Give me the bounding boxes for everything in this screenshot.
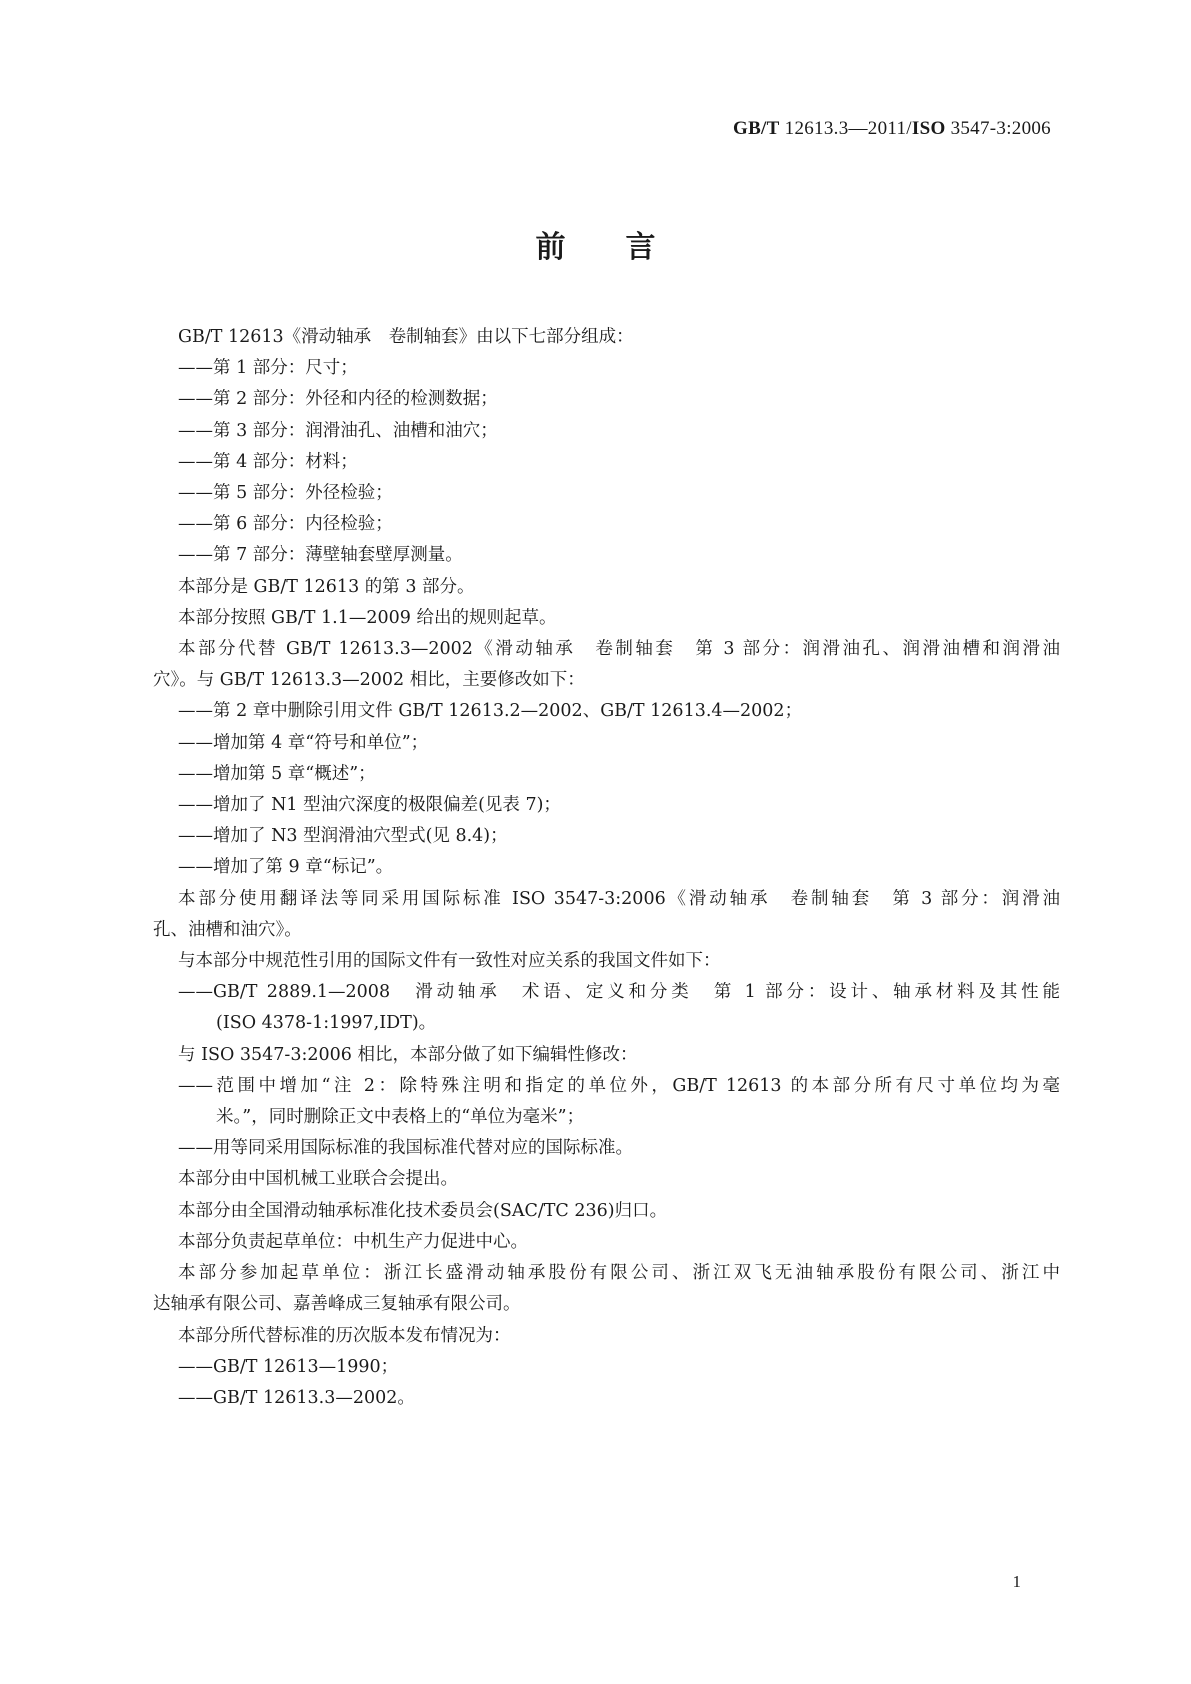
- history-list-item: ——GB/T 12613—1990；: [178, 1356, 399, 1377]
- history-list-item: ——GB/T 12613.3—2002。: [178, 1387, 415, 1408]
- edit-item-line1: ——范围中增加“注 2：除特殊注明和指定的单位外，GB/T 12613 的本部分所有尺寸单位均为毫: [178, 1075, 1060, 1096]
- change-list-item: ——增加了 N3 型润滑油穴型式(见 8.4)；: [178, 826, 508, 847]
- change-list-item: ——第 2 章中删除引用文件 GB/T 12613.2—2002、GB/T 12613.4—2002；: [178, 701, 803, 722]
- translate-paragraph-line2: 孔、油槽和油穴》。: [153, 919, 302, 940]
- history-paragraph: 本部分所代替标准的历次版本发布情况为：: [178, 1325, 511, 1346]
- correspondence-paragraph: 与本部分中规范性引用的国际文件有一致性对应关系的我国文件如下：: [178, 951, 721, 972]
- page-number: 1: [1012, 1572, 1021, 1591]
- intro-paragraph: GB/T 12613《滑动轴承 卷制轴套》由以下七部分组成：: [178, 327, 634, 347]
- part3-paragraph: 本部分是 GB/T 12613 的第 3 部分。: [178, 576, 475, 597]
- part-list-item: ——第 2 部分：外径和内径的检测数据；: [178, 389, 498, 410]
- change-list-item: ——增加第 5 章“概述”；: [178, 763, 376, 784]
- change-list-item: ——增加了 N1 型油穴深度的极限偏差(见表 7)；: [178, 795, 561, 816]
- part-list-item: ——第 4 部分：材料；: [178, 451, 358, 472]
- participants-paragraph-line2: 达轴承有限公司、嘉善峰成三复轴承有限公司。: [153, 1294, 521, 1315]
- header-gbt: GB/T: [733, 118, 780, 139]
- header-iso: ISO: [911, 118, 946, 139]
- drafter-paragraph: 本部分负责起草单位：中机生产力促进中心。: [178, 1231, 528, 1252]
- header-number: 12613.3—2011/: [779, 118, 912, 139]
- proposed-paragraph: 本部分由中国机械工业联合会提出。: [178, 1169, 458, 1190]
- replace-paragraph-line2: 穴》。与 GB/T 12613.3—2002 相比，主要修改如下：: [153, 670, 585, 691]
- document-code-header: [733, 118, 1051, 140]
- header-iso-number: 3547-3:2006: [945, 118, 1051, 139]
- title-char-2: 言: [625, 230, 656, 265]
- edit-item: ——用等同采用国际标准的我国标准代替对应的国际标准。: [178, 1138, 633, 1159]
- edit-item-line2: 米。”，同时删除正文中表格上的“单位为毫米”；: [216, 1107, 585, 1128]
- rules-paragraph: 本部分按照 GB/T 1.1—2009 给出的规则起草。: [178, 607, 557, 628]
- title-char-1: 前: [535, 230, 566, 265]
- replace-paragraph-line1: 本部分代替 GB/T 12613.3—2002《滑动轴承 卷制轴套 第 3 部分：润滑油孔、润滑油槽和润滑油: [178, 639, 1060, 660]
- part-list-item: ——第 1 部分：尺寸；: [178, 358, 358, 379]
- translate-paragraph-line1: 本部分使用翻译法等同采用国际标准 ISO 3547-3:2006《滑动轴承 卷制轴套 第 3 部分：润滑油: [178, 888, 1060, 909]
- participants-paragraph-line1: 本部分参加起草单位：浙江长盛滑动轴承股份有限公司、浙江双飞无油轴承股份有限公司、浙江中: [178, 1263, 1060, 1284]
- part-list-item: ——第 6 部分：内径检验；: [178, 514, 393, 535]
- part-list-item: ——第 5 部分：外径检验；: [178, 483, 393, 504]
- edit-paragraph: 与 ISO 3547-3:2006 相比，本部分做了如下编辑性修改：: [178, 1044, 638, 1065]
- change-list-item: ——增加第 4 章“符号和单位”；: [178, 732, 429, 753]
- foreword-body: [153, 322, 1060, 1414]
- change-list-item: ——增加了第 9 章“标记”。: [178, 857, 394, 878]
- tc-paragraph: 本部分由全国滑动轴承标准化技术委员会(SAC/TC 236)归口。: [178, 1200, 668, 1221]
- correspondence-item-line2: (ISO 4378-1:1997,IDT)。: [216, 1013, 437, 1034]
- correspondence-item-line1: ——GB/T 2889.1—2008 滑动轴承 术语、定义和分类 第 1 部分：设计、轴承材料及其性能: [178, 982, 1060, 1003]
- page-title: [0, 222, 1191, 266]
- part-list-item: ——第 3 部分：润滑油孔、油槽和油穴；: [178, 420, 498, 441]
- part-list-item: ——第 7 部分：薄壁轴套壁厚测量。: [178, 545, 463, 566]
